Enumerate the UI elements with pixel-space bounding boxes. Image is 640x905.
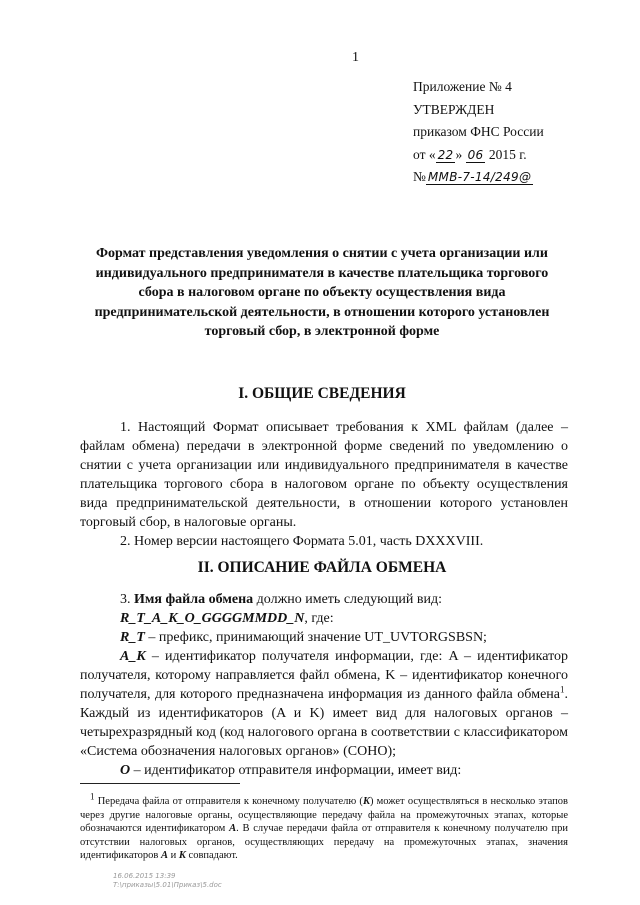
print-stamp bbox=[113, 872, 222, 890]
o-term: O bbox=[120, 763, 131, 778]
footnote-mark: 1 bbox=[90, 791, 95, 802]
order-date bbox=[413, 144, 544, 167]
pattern-suffix: , где: bbox=[304, 611, 334, 626]
rt-term: R_T bbox=[120, 630, 145, 645]
date-day: 22 bbox=[437, 147, 454, 162]
fn-t2: ) может осуществляться в несколько этапов через другие налоговые органы, осуществляющие передачу файла на промежуточных этапах, которые обозначаются идентификатором bbox=[80, 796, 568, 834]
p3-bold: Имя файла обмена bbox=[134, 592, 254, 607]
section-2-heading: II. ОПИСАНИЕ ФАЙЛА ОБМЕНА bbox=[197, 559, 447, 576]
ak-term: A_K bbox=[120, 649, 146, 664]
footnote-ref: 1 bbox=[560, 684, 565, 695]
fn-a2: A bbox=[161, 850, 169, 861]
ak-text-2: . Каждый из идентификаторов (A и K) имеет вид для налоговых органов – четырехразрядный код (код налогового органа в соответствии с классификатором «Система обозначения налоговых органов» (СОНО); bbox=[80, 687, 568, 759]
filename-pattern bbox=[80, 609, 568, 628]
stamp-line-1: 16.06.2015 13:39 bbox=[113, 872, 176, 880]
fn-k2: K bbox=[178, 850, 186, 861]
footnote bbox=[80, 791, 568, 863]
paragraph-1: 1. Настоящий Формат описывает требования к XML файлам (далее – файлам обмена) передачи в электронной форме сведений по уведомлению о снятии с учета организации или индивидуального предпринимателя в качестве плательщика торгового сбора в налоговом органе по объекту осуществления вида предпринимательской деятельности, в отношении которого установлен торговый сбор, в налоговые органы. bbox=[80, 420, 568, 530]
page-number: 1 bbox=[352, 50, 359, 65]
pattern-term: R_T_A_K_O_GGGGMMDD_N bbox=[120, 611, 305, 626]
date-prefix: от « bbox=[413, 146, 436, 162]
order-number bbox=[413, 166, 544, 189]
date-mid: » bbox=[455, 146, 466, 162]
paragraph-2: 2. Номер версии настоящего Формата 5.01, часть DXXXVIII. bbox=[120, 534, 484, 549]
footnote-divider bbox=[80, 783, 240, 784]
date-year: 2015 г. bbox=[485, 146, 527, 162]
ak-text: – идентификатор получателя информации, где: A – идентификатор получателя, которому направляется файл обмена, K – идентификатор конечного получателя, для которого предназначена информация из данного файла обмена bbox=[80, 649, 568, 702]
p3-prefix: 3. bbox=[120, 592, 134, 607]
order-label: приказом ФНС России bbox=[413, 124, 544, 139]
fn-k1: K bbox=[362, 796, 370, 807]
fn-t3: . В случае передачи файла от отправителя к конечному получателю при отсутствии налоговых органов, осуществляющих передачу на промежуточных этапах, значения идентификаторов bbox=[80, 823, 568, 861]
fn-t4: и bbox=[168, 850, 179, 861]
section-2-body bbox=[80, 590, 568, 780]
ak-definition bbox=[80, 647, 568, 761]
date-month: 06 bbox=[467, 147, 484, 162]
rt-definition bbox=[80, 628, 568, 647]
o-definition bbox=[80, 761, 568, 780]
fn-t1: Передача файла от отправителя к конечному получателю ( bbox=[94, 796, 363, 807]
section-1-heading: I. ОБЩИЕ СВЕДЕНИЯ bbox=[238, 385, 406, 402]
section-1-body bbox=[80, 418, 568, 551]
document-title: Формат представления уведомления о снятии с учета организации или индивидуального предпринимателя в качестве плательщика торгового сбора в налоговом органе по объекту осуществления вида предпринимательской деятельности, в отношении которого установлен торговый сбор, в электронной форме bbox=[94, 246, 550, 339]
appendix-label: Приложение № 4 bbox=[413, 79, 512, 94]
stamp-line-2: Т:\приказы\5.01\Приказ\5.doc bbox=[113, 881, 222, 889]
paragraph-3 bbox=[80, 590, 568, 609]
rt-text: – префикс, принимающий значение UT_UVTORGSBSN; bbox=[144, 630, 487, 645]
footnote-text bbox=[80, 791, 568, 863]
p3-rest: должно иметь следующий вид: bbox=[253, 592, 443, 607]
approved-label: УТВЕРЖДЕН bbox=[413, 101, 495, 117]
number-prefix: № bbox=[413, 169, 426, 184]
fn-t5: совпадают. bbox=[185, 850, 238, 861]
approval-block bbox=[413, 76, 544, 189]
o-text: – идентификатор отправителя информации, имеет вид: bbox=[130, 763, 462, 778]
fn-a1: A bbox=[229, 823, 237, 834]
number-value: ММВ-7-14/249@ bbox=[427, 170, 532, 184]
